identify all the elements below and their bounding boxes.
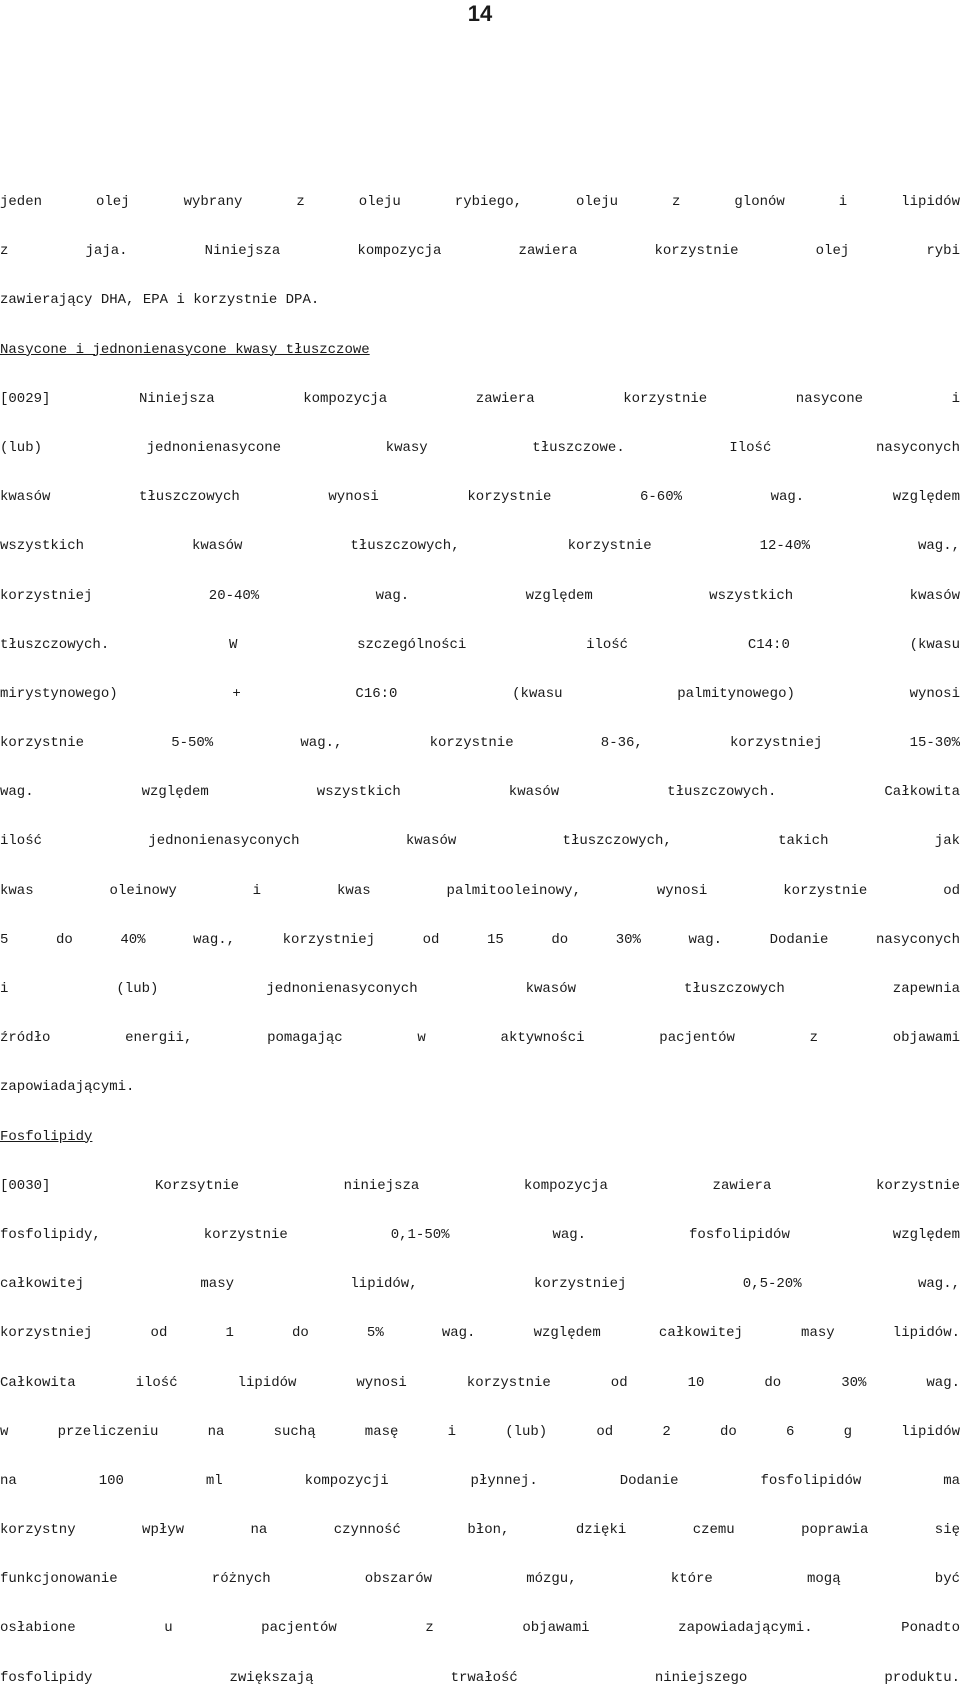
text-line: zapowiadającymi. (0, 1079, 135, 1096)
text-line: [0030] Korzsytnie niniejsza kompozycja zawiera korzystnie (0, 1177, 960, 1194)
text-line: fosfolipidy, korzystnie 0,1-50% wag. fosfolipidów względem (0, 1226, 960, 1243)
text-line: jeden olej wybrany z oleju rybiego, oleju z glonów i lipidów (0, 194, 960, 210)
section-heading: Fosfolipidy (0, 1128, 93, 1145)
section-heading: Nasycone i jednonienasycone kwasy tłuszczowe (0, 341, 370, 358)
text-line: kwasów tłuszczowych wynosi korzystnie 6-60% wag. względem (0, 489, 960, 506)
text-line: zawierający DHA, EPA i korzystnie DPA. (0, 292, 320, 309)
page-number: 14 (467, 1, 493, 26)
document-body (0, 178, 960, 1703)
text-line: na 100 ml kompozycji płynnej. Dodanie fosfolipidów ma (0, 1472, 960, 1489)
text-line: wag. względem wszystkich kwasów tłuszczowych. Całkowita (0, 784, 960, 801)
text-line: mirystynowego) + C16:0 (kwasu palmitynowego) wynosi (0, 685, 960, 702)
text-line: kwas oleinowy i kwas palmitooleinowy, wynosi korzystnie od (0, 882, 960, 899)
text-line: w przeliczeniu na suchą masę i (lub) od 2 do 6 g lipidów (0, 1423, 960, 1440)
text-line: całkowitej masy lipidów, korzystniej 0,5-20% wag., (0, 1276, 960, 1293)
text-line: [0029] Niniejsza kompozycja zawiera korzystnie nasycone i (0, 390, 960, 407)
text-line: korzystny wpływ na czynność błon, dzięki czemu poprawia się (0, 1522, 960, 1539)
text-line: korzystniej od 1 do 5% wag. względem całkowitej masy lipidów. (0, 1325, 960, 1342)
text-line: źródło energii, pomagając w aktywności pacjentów z objawami (0, 1030, 960, 1047)
text-line: tłuszczowych. W szczególności ilość C14:0 (kwasu (0, 636, 960, 653)
text-line: i (lub) jednonienasyconych kwasów tłuszczowych zapewnia (0, 981, 960, 997)
text-line: z jaja. Niniejsza kompozycja zawiera korzystnie olej rybi (0, 243, 960, 260)
text-line: wszystkich kwasów tłuszczowych, korzystnie 12-40% wag., (0, 538, 960, 555)
text-line: osłabione u pacjentów z objawami zapowiadającymi. Ponadto (0, 1620, 960, 1637)
text-line: korzystniej 20-40% wag. względem wszystkich kwasów (0, 587, 960, 604)
text-line: ilość jednonienasyconych kwasów tłuszczowych, takich jak (0, 833, 960, 850)
text-line: fosfolipidy zwiększają trwałość niniejszego produktu. (0, 1669, 960, 1686)
text-line: (lub) jednonienasycone kwasy tłuszczowe. Ilość nasyconych (0, 439, 960, 456)
text-line: Całkowita ilość lipidów wynosi korzystnie od 10 do 30% wag. (0, 1374, 960, 1391)
text-line: funkcjonowanie różnych obszarów mózgu, które mogą być (0, 1571, 960, 1588)
text-line: 5 do 40% wag., korzystniej od 15 do 30% wag. Dodanie nasyconych (0, 931, 960, 948)
text-line: korzystnie 5-50% wag., korzystnie 8-36, korzystniej 15-30% (0, 735, 960, 752)
